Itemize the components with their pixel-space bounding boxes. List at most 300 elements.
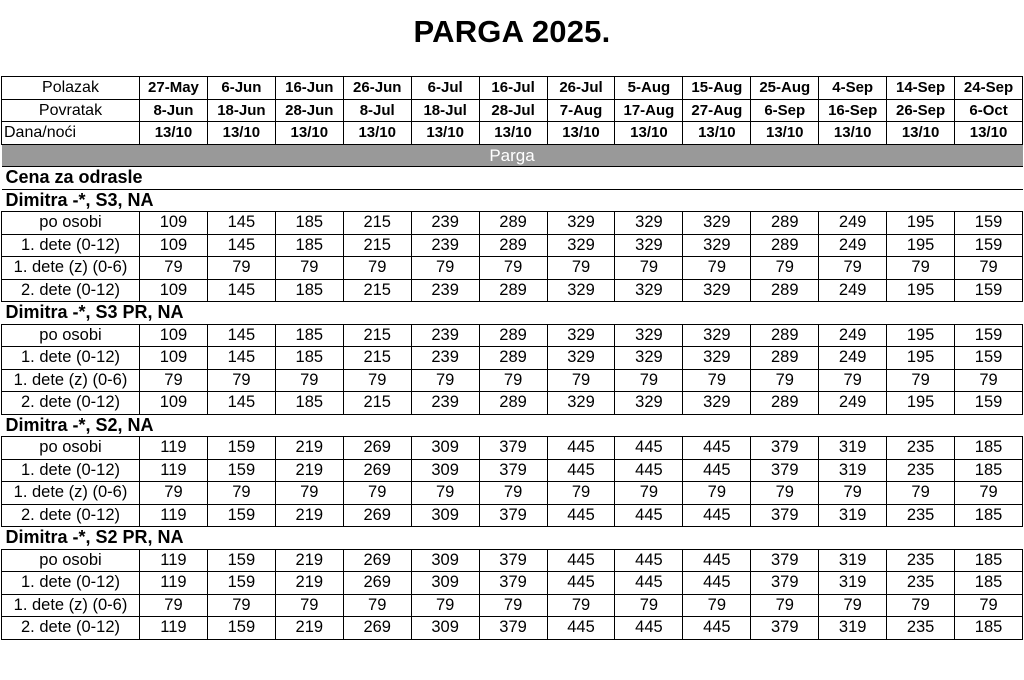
price-cell: 79: [887, 482, 955, 505]
price-cell: 185: [275, 279, 343, 302]
price-row: [2, 347, 1023, 370]
price-cell: 79: [683, 257, 751, 280]
price-cell: 79: [275, 594, 343, 617]
price-cell: 219: [275, 617, 343, 640]
price-cell: 185: [955, 459, 1023, 482]
price-cell: 235: [887, 437, 955, 460]
price-cell: 329: [683, 279, 751, 302]
price-cell: 79: [955, 369, 1023, 392]
price-cell: 239: [411, 212, 479, 235]
price-cell: 445: [547, 504, 615, 527]
price-row-label: 2. dete (0-12): [2, 504, 140, 527]
room-group-row: [2, 414, 1023, 437]
price-cell: 119: [140, 572, 208, 595]
return-cell: 16-Sep: [819, 99, 887, 122]
price-row: [2, 572, 1023, 595]
price-cell: 445: [547, 437, 615, 460]
nights-cell: 13/10: [683, 122, 751, 145]
price-cell: 289: [479, 234, 547, 257]
price-cell: 319: [819, 617, 887, 640]
room-group-title: Dimitra -*, S2 PR, NA: [2, 527, 1023, 550]
price-cell: 159: [955, 234, 1023, 257]
price-cell: 379: [751, 572, 819, 595]
price-cell: 289: [751, 324, 819, 347]
price-cell: 109: [140, 279, 208, 302]
price-cell: 79: [751, 482, 819, 505]
price-cell: 329: [547, 347, 615, 370]
return-cell: 28-Jul: [479, 99, 547, 122]
price-cell: 329: [547, 212, 615, 235]
price-cell: 79: [683, 482, 751, 505]
price-cell: 445: [683, 549, 751, 572]
price-cell: 289: [751, 234, 819, 257]
price-cell: 79: [683, 594, 751, 617]
price-cell: 445: [615, 459, 683, 482]
price-row-label: po osobi: [2, 549, 140, 572]
price-cell: 329: [683, 234, 751, 257]
price-cell: 379: [479, 504, 547, 527]
price-row-label: po osobi: [2, 324, 140, 347]
departure-row: [2, 77, 1023, 100]
price-row: [2, 594, 1023, 617]
price-cell: 109: [140, 392, 208, 415]
price-cell: 79: [615, 257, 683, 280]
price-cell: 289: [751, 279, 819, 302]
price-cell: 215: [343, 347, 411, 370]
price-cell: 79: [411, 369, 479, 392]
price-cell: 79: [751, 369, 819, 392]
price-cell: 319: [819, 504, 887, 527]
price-cell: 119: [140, 617, 208, 640]
price-cell: 79: [819, 257, 887, 280]
price-row: [2, 257, 1023, 280]
price-cell: 195: [887, 234, 955, 257]
price-cell: 219: [275, 459, 343, 482]
price-cell: 109: [140, 347, 208, 370]
price-cell: 79: [615, 369, 683, 392]
room-group-row: [2, 302, 1023, 325]
nights-cell: 13/10: [615, 122, 683, 145]
price-cell: 329: [547, 279, 615, 302]
price-cell: 79: [547, 594, 615, 617]
price-cell: 445: [547, 549, 615, 572]
price-cell: 79: [547, 257, 615, 280]
price-cell: 445: [683, 572, 751, 595]
price-row-label: 1. dete (z) (0-6): [2, 482, 140, 505]
price-cell: 329: [615, 234, 683, 257]
price-cell: 145: [207, 279, 275, 302]
price-row: [2, 234, 1023, 257]
price-row-label: 1. dete (0-12): [2, 459, 140, 482]
price-cell: 445: [547, 617, 615, 640]
price-cell: 119: [140, 504, 208, 527]
return-cell: 8-Jul: [343, 99, 411, 122]
price-cell: 185: [955, 617, 1023, 640]
price-cell: 145: [207, 234, 275, 257]
price-cell: 329: [547, 234, 615, 257]
price-cell: 379: [751, 549, 819, 572]
nights-cell: 13/10: [751, 122, 819, 145]
price-cell: 79: [140, 482, 208, 505]
price-cell: 239: [411, 234, 479, 257]
departure-cell: 27-May: [140, 77, 208, 100]
price-row: [2, 212, 1023, 235]
room-group-title: Dimitra -*, S3 PR, NA: [2, 302, 1023, 325]
price-cell: 329: [615, 392, 683, 415]
price-cell: 219: [275, 504, 343, 527]
price-cell: 329: [615, 212, 683, 235]
price-cell: 145: [207, 347, 275, 370]
price-cell: 235: [887, 504, 955, 527]
price-cell: 249: [819, 279, 887, 302]
price-cell: 79: [955, 594, 1023, 617]
price-row-label: 2. dete (0-12): [2, 617, 140, 640]
price-cell: 215: [343, 212, 411, 235]
price-cell: 329: [547, 324, 615, 347]
price-cell: 379: [479, 617, 547, 640]
departure-cell: 4-Sep: [819, 77, 887, 100]
price-cell: 239: [411, 392, 479, 415]
room-group-row: [2, 527, 1023, 550]
category-label: Cena za odrasle: [2, 167, 1023, 190]
room-group-row: [2, 189, 1023, 212]
price-cell: 445: [683, 617, 751, 640]
price-cell: 269: [343, 437, 411, 460]
price-cell: 309: [411, 572, 479, 595]
price-cell: 79: [343, 369, 411, 392]
price-cell: 289: [751, 347, 819, 370]
price-row-label: po osobi: [2, 437, 140, 460]
nights-row: [2, 122, 1023, 145]
price-cell: 249: [819, 212, 887, 235]
price-table-body: [2, 77, 1023, 640]
price-cell: 145: [207, 392, 275, 415]
departure-cell: 26-Jun: [343, 77, 411, 100]
price-cell: 145: [207, 212, 275, 235]
price-cell: 79: [343, 482, 411, 505]
price-cell: 269: [343, 549, 411, 572]
price-row: [2, 279, 1023, 302]
price-cell: 249: [819, 234, 887, 257]
price-cell: 309: [411, 549, 479, 572]
price-cell: 379: [751, 504, 819, 527]
price-cell: 185: [275, 347, 343, 370]
price-cell: 79: [751, 594, 819, 617]
price-cell: 445: [615, 617, 683, 640]
return-cell: 28-Jun: [275, 99, 343, 122]
price-cell: 329: [615, 324, 683, 347]
price-cell: 79: [411, 482, 479, 505]
price-cell: 269: [343, 617, 411, 640]
price-cell: 79: [887, 257, 955, 280]
departure-cell: 16-Jul: [479, 77, 547, 100]
departure-cell: 15-Aug: [683, 77, 751, 100]
nights-cell: 13/10: [411, 122, 479, 145]
room-group-title: Dimitra -*, S2, NA: [2, 414, 1023, 437]
nights-cell: 13/10: [275, 122, 343, 145]
price-cell: 329: [547, 392, 615, 415]
price-cell: 79: [819, 369, 887, 392]
price-cell: 445: [683, 459, 751, 482]
departure-cell: 5-Aug: [615, 77, 683, 100]
price-cell: 289: [479, 279, 547, 302]
price-cell: 79: [887, 594, 955, 617]
price-row-label: 2. dete (0-12): [2, 392, 140, 415]
price-row: [2, 617, 1023, 640]
price-row-label: 1. dete (0-12): [2, 234, 140, 257]
page-title: PARGA 2025.: [413, 14, 611, 49]
price-cell: 79: [275, 257, 343, 280]
price-cell: 445: [547, 572, 615, 595]
return-cell: 6-Oct: [955, 99, 1023, 122]
price-cell: 79: [275, 482, 343, 505]
price-row-label: po osobi: [2, 212, 140, 235]
departure-cell: 16-Jun: [275, 77, 343, 100]
price-cell: 195: [887, 324, 955, 347]
price-cell: 329: [683, 392, 751, 415]
price-cell: 79: [683, 369, 751, 392]
price-cell: 109: [140, 234, 208, 257]
price-cell: 159: [207, 572, 275, 595]
price-cell: 379: [479, 459, 547, 482]
departure-cell: 6-Jun: [207, 77, 275, 100]
price-cell: 119: [140, 549, 208, 572]
price-cell: 185: [275, 392, 343, 415]
nights-cell: 13/10: [819, 122, 887, 145]
price-row-label: 1. dete (z) (0-6): [2, 594, 140, 617]
departure-cell: 26-Jul: [547, 77, 615, 100]
return-cell: 27-Aug: [683, 99, 751, 122]
price-cell: 79: [207, 257, 275, 280]
price-row: [2, 392, 1023, 415]
price-cell: 119: [140, 437, 208, 460]
price-cell: 79: [615, 482, 683, 505]
price-cell: 249: [819, 392, 887, 415]
price-row: [2, 437, 1023, 460]
nights-label: Dana/noći: [2, 122, 140, 145]
price-cell: 185: [955, 437, 1023, 460]
price-cell: 195: [887, 279, 955, 302]
price-cell: 289: [751, 212, 819, 235]
price-cell: 379: [751, 459, 819, 482]
price-row-label: 1. dete (0-12): [2, 572, 140, 595]
price-cell: 329: [615, 347, 683, 370]
price-cell: 235: [887, 459, 955, 482]
price-cell: 269: [343, 459, 411, 482]
price-cell: 109: [140, 324, 208, 347]
nights-cell: 13/10: [955, 122, 1023, 145]
price-cell: 79: [819, 482, 887, 505]
departure-cell: 25-Aug: [751, 77, 819, 100]
price-cell: 79: [207, 482, 275, 505]
price-cell: 79: [479, 594, 547, 617]
nights-cell: 13/10: [343, 122, 411, 145]
price-cell: 445: [615, 572, 683, 595]
return-cell: 8-Jun: [140, 99, 208, 122]
price-cell: 79: [140, 257, 208, 280]
price-cell: 319: [819, 572, 887, 595]
price-row: [2, 549, 1023, 572]
return-label: Povratak: [2, 99, 140, 122]
price-cell: 185: [275, 212, 343, 235]
return-cell: 7-Aug: [547, 99, 615, 122]
price-cell: 219: [275, 549, 343, 572]
price-cell: 195: [887, 392, 955, 415]
return-cell: 26-Sep: [887, 99, 955, 122]
price-row: [2, 369, 1023, 392]
price-cell: 329: [683, 347, 751, 370]
price-cell: 185: [955, 504, 1023, 527]
price-cell: 379: [751, 617, 819, 640]
price-cell: 445: [683, 504, 751, 527]
nights-cell: 13/10: [207, 122, 275, 145]
price-cell: 215: [343, 234, 411, 257]
price-cell: 159: [955, 212, 1023, 235]
price-cell: 319: [819, 459, 887, 482]
room-group-title: Dimitra -*, S3, NA: [2, 189, 1023, 212]
price-row-label: 1. dete (z) (0-6): [2, 369, 140, 392]
price-row-label: 1. dete (z) (0-6): [2, 257, 140, 280]
price-cell: 215: [343, 324, 411, 347]
price-cell: 445: [547, 459, 615, 482]
price-cell: 329: [683, 212, 751, 235]
price-cell: 159: [207, 617, 275, 640]
return-row: [2, 99, 1023, 122]
price-cell: 79: [547, 369, 615, 392]
price-cell: 185: [955, 549, 1023, 572]
nights-cell: 13/10: [887, 122, 955, 145]
price-table: [1, 76, 1023, 640]
destination-band: Parga: [2, 144, 1023, 167]
price-cell: 289: [479, 212, 547, 235]
price-row: [2, 482, 1023, 505]
price-cell: 109: [140, 212, 208, 235]
price-cell: 445: [683, 437, 751, 460]
price-cell: 289: [479, 347, 547, 370]
price-cell: 309: [411, 504, 479, 527]
price-cell: 239: [411, 347, 479, 370]
price-cell: 185: [275, 234, 343, 257]
price-cell: 79: [887, 369, 955, 392]
price-cell: 195: [887, 212, 955, 235]
price-cell: 289: [479, 392, 547, 415]
category-row: [2, 167, 1023, 190]
destination-row: [2, 144, 1023, 167]
price-cell: 239: [411, 279, 479, 302]
price-cell: 79: [955, 482, 1023, 505]
price-cell: 329: [615, 279, 683, 302]
price-cell: 159: [207, 549, 275, 572]
price-cell: 79: [343, 594, 411, 617]
price-cell: 145: [207, 324, 275, 347]
price-cell: 79: [547, 482, 615, 505]
price-cell: 79: [411, 257, 479, 280]
price-cell: 445: [615, 549, 683, 572]
return-cell: 18-Jun: [207, 99, 275, 122]
price-cell: 185: [275, 324, 343, 347]
price-cell: 79: [955, 257, 1023, 280]
departure-cell: 24-Sep: [955, 77, 1023, 100]
price-row: [2, 324, 1023, 347]
nights-cell: 13/10: [479, 122, 547, 145]
price-cell: 219: [275, 437, 343, 460]
price-cell: 235: [887, 549, 955, 572]
price-cell: 249: [819, 347, 887, 370]
price-cell: 159: [207, 459, 275, 482]
return-cell: 6-Sep: [751, 99, 819, 122]
price-cell: 159: [955, 324, 1023, 347]
price-cell: 309: [411, 617, 479, 640]
price-cell: 79: [479, 369, 547, 392]
price-cell: 309: [411, 459, 479, 482]
price-cell: 289: [479, 324, 547, 347]
price-row: [2, 459, 1023, 482]
price-cell: 159: [207, 504, 275, 527]
price-cell: 79: [140, 594, 208, 617]
price-cell: 79: [479, 257, 547, 280]
departure-cell: 6-Jul: [411, 77, 479, 100]
price-cell: 329: [683, 324, 751, 347]
price-cell: 219: [275, 572, 343, 595]
departure-label: Polazak: [2, 77, 140, 100]
price-cell: 79: [479, 482, 547, 505]
price-cell: 235: [887, 617, 955, 640]
return-cell: 17-Aug: [615, 99, 683, 122]
price-cell: 379: [479, 572, 547, 595]
price-cell: 269: [343, 572, 411, 595]
price-row-label: 2. dete (0-12): [2, 279, 140, 302]
price-cell: 269: [343, 504, 411, 527]
price-cell: 79: [615, 594, 683, 617]
price-cell: 159: [207, 437, 275, 460]
price-cell: 289: [751, 392, 819, 415]
price-cell: 79: [411, 594, 479, 617]
price-cell: 79: [207, 594, 275, 617]
nights-cell: 13/10: [547, 122, 615, 145]
price-cell: 239: [411, 324, 479, 347]
price-cell: 235: [887, 572, 955, 595]
price-cell: 445: [615, 437, 683, 460]
price-cell: 445: [615, 504, 683, 527]
price-cell: 159: [955, 392, 1023, 415]
return-cell: 18-Jul: [411, 99, 479, 122]
price-cell: 319: [819, 549, 887, 572]
price-cell: 309: [411, 437, 479, 460]
price-cell: 319: [819, 437, 887, 460]
price-cell: 79: [207, 369, 275, 392]
price-cell: 79: [819, 594, 887, 617]
price-cell: 159: [955, 347, 1023, 370]
price-row-label: 1. dete (0-12): [2, 347, 140, 370]
price-cell: 195: [887, 347, 955, 370]
price-cell: 79: [275, 369, 343, 392]
price-cell: 79: [343, 257, 411, 280]
departure-cell: 14-Sep: [887, 77, 955, 100]
price-cell: 185: [955, 572, 1023, 595]
price-row: [2, 504, 1023, 527]
price-cell: 215: [343, 279, 411, 302]
price-cell: 379: [479, 437, 547, 460]
price-cell: 79: [140, 369, 208, 392]
price-cell: 379: [479, 549, 547, 572]
price-cell: 119: [140, 459, 208, 482]
price-cell: 379: [751, 437, 819, 460]
price-cell: 249: [819, 324, 887, 347]
price-cell: 159: [955, 279, 1023, 302]
price-cell: 215: [343, 392, 411, 415]
price-cell: 79: [751, 257, 819, 280]
nights-cell: 13/10: [140, 122, 208, 145]
